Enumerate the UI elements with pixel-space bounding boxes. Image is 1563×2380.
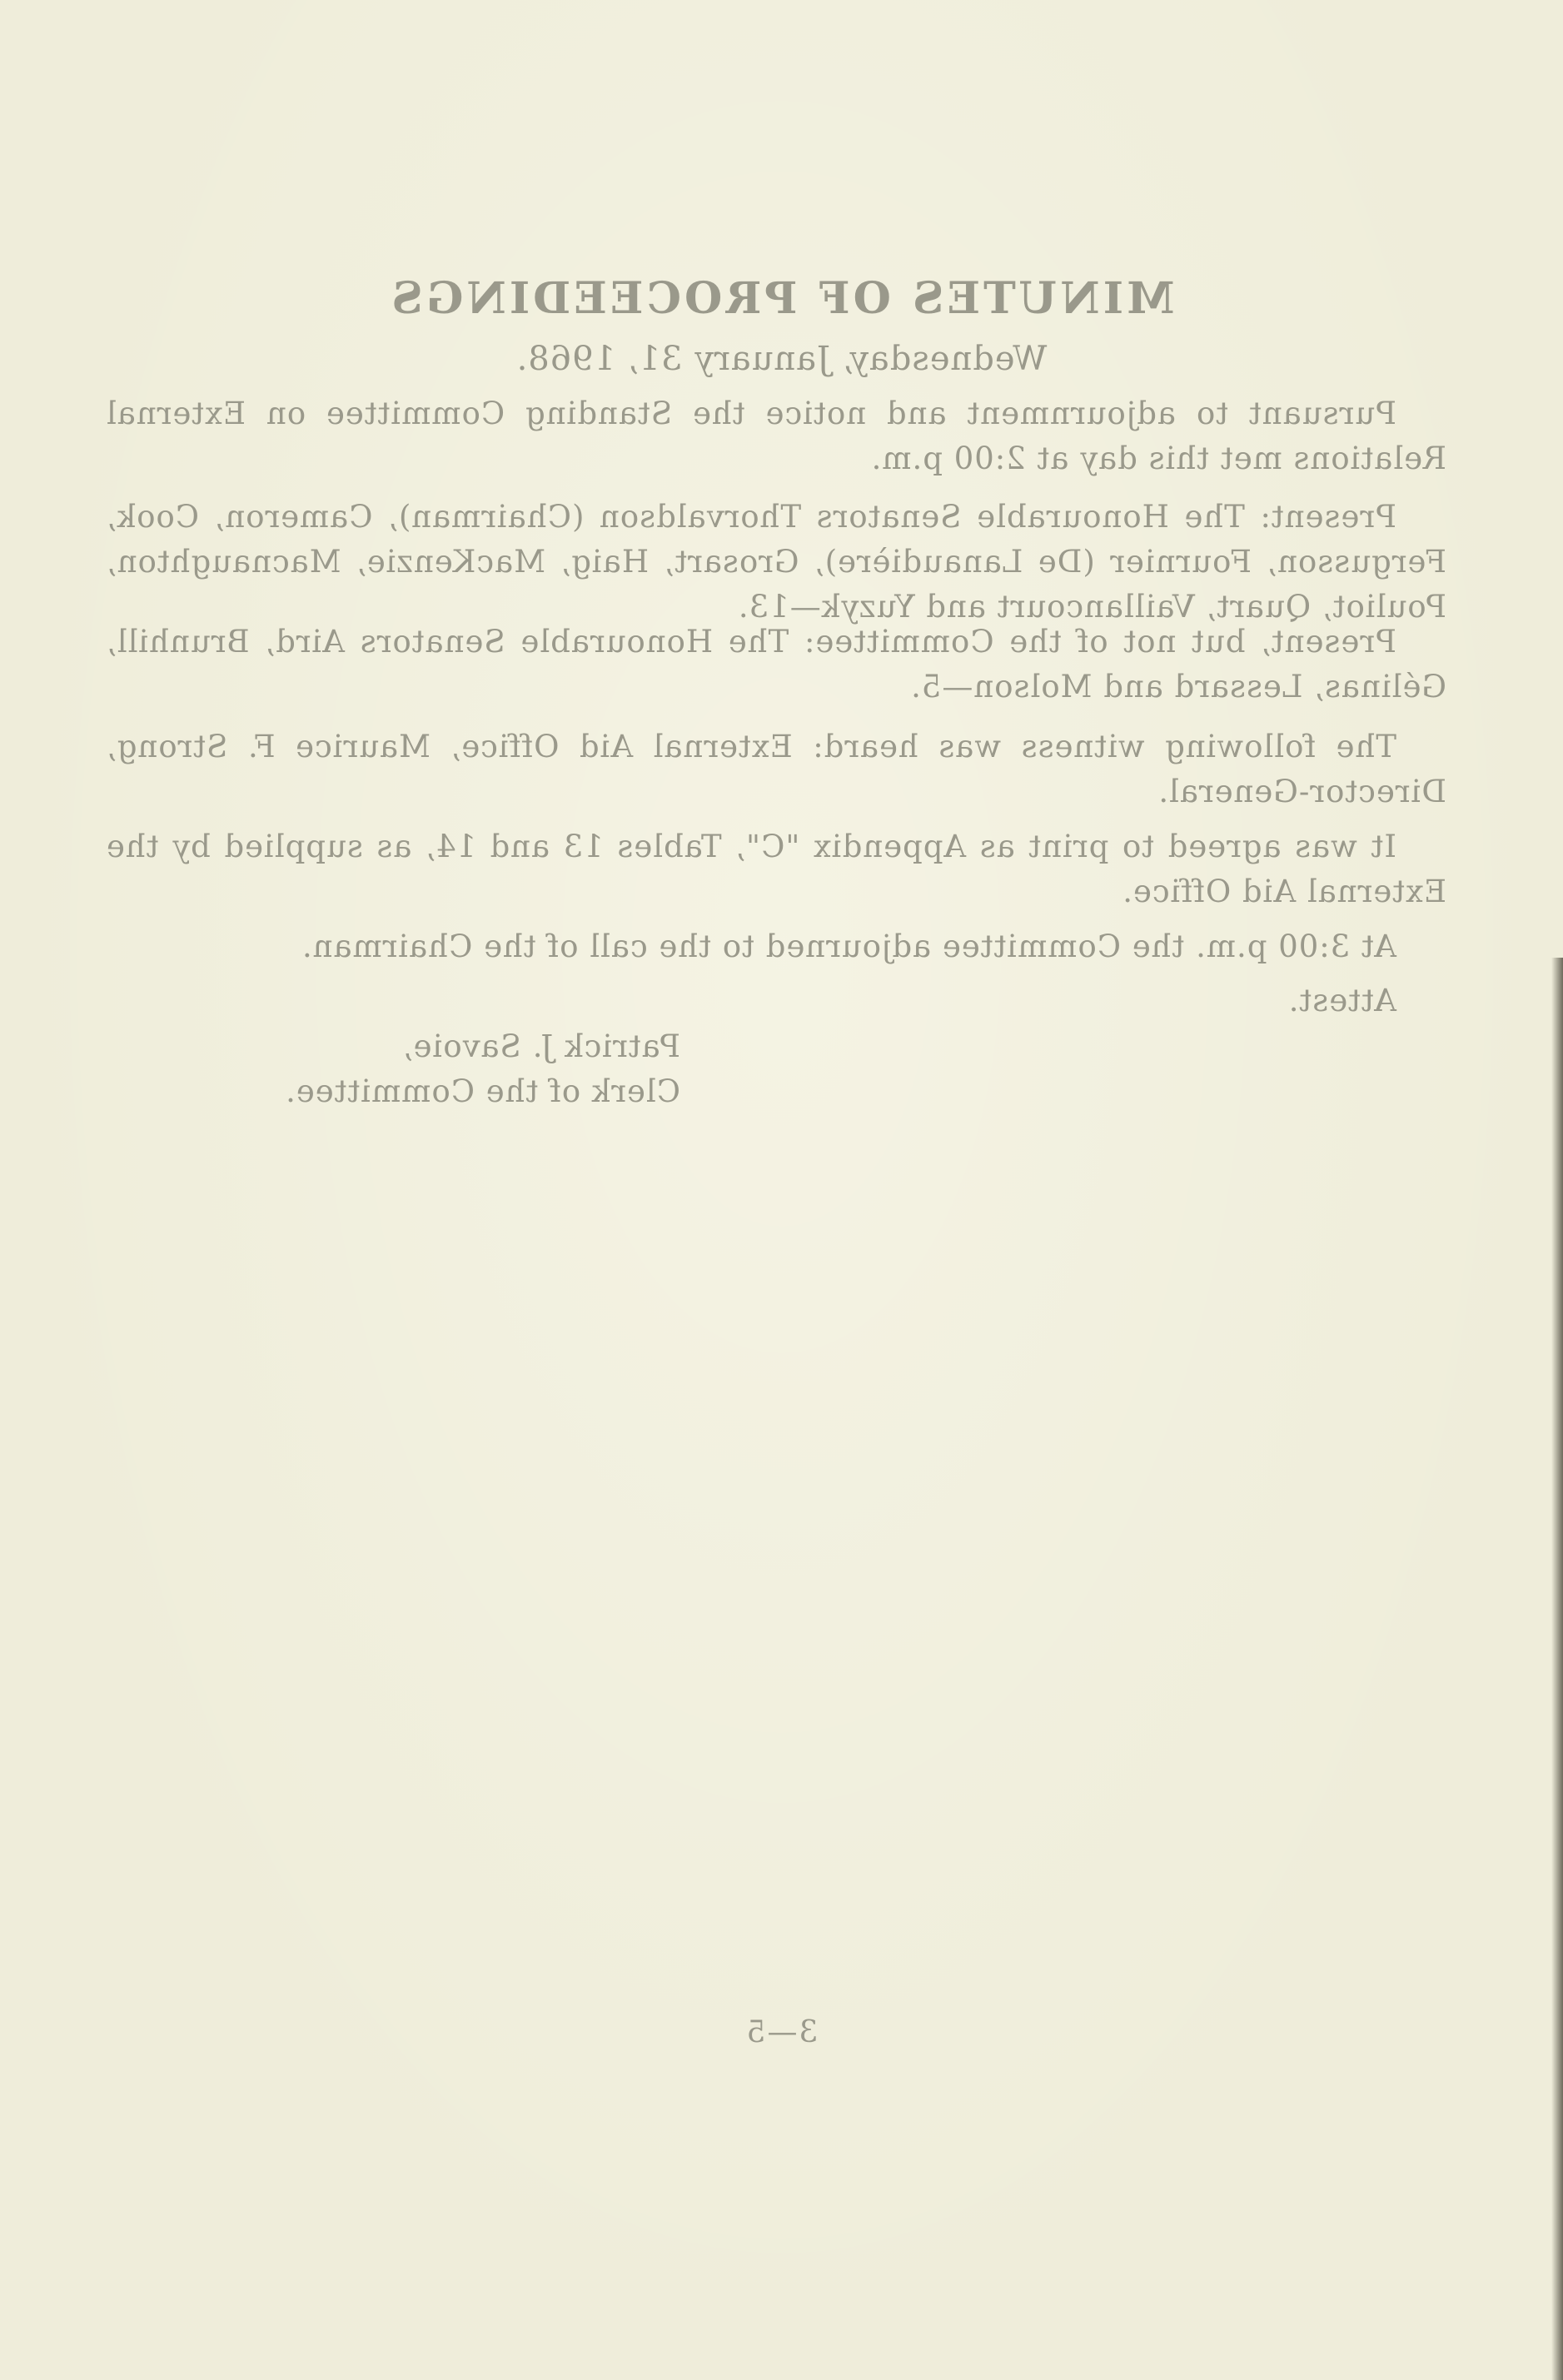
paragraph-adjournment: Pursuant to adjournment and notice the Standing Committee on External Relations met this day at 2:00 p.m. — [106, 396, 1446, 476]
paragraph-witness: The following witness was heard: External Aid Office, Maurice F. Strong, Director-General. — [106, 729, 1446, 809]
signature-name: Patrick J. Savoie, — [401, 1028, 680, 1064]
page-number: 3—5 — [744, 2015, 819, 2049]
paragraph-appendix: It was agreed to print as Appendix "C", Tables 13 and 14, as supplied by the External Aid Office. — [106, 829, 1446, 909]
paragraph-present-non-members: Present, but not of the Committee: The Honourable Senators Aird, Brunhill, Gélinas, Lessard and Molson—5. — [106, 624, 1446, 705]
paragraph-attest: Attest. — [1287, 983, 1396, 1018]
paragraph-adjourned: At 3:00 p.m. the Committee adjourned to the call of the Chairman. — [301, 929, 1396, 964]
date-line: Wednesday, January 31, 1968. — [515, 340, 1048, 378]
paragraph-present-members: Present: The Honourable Senators Thorvaldson (Chairman), Cameron, Cook, Fergusson, Fournier (De Lanaudière), Grosart, Haig, MacKenzie, Macnaughton, Pouliot, Quart, Vaillancourt and Yuzyk—13. — [106, 499, 1446, 625]
document-title: MINUTES OF PROCEEDINGS — [388, 273, 1175, 324]
signature-role: Clerk of the Committee. — [285, 1073, 680, 1109]
page-edge-shadow — [1551, 958, 1563, 2380]
